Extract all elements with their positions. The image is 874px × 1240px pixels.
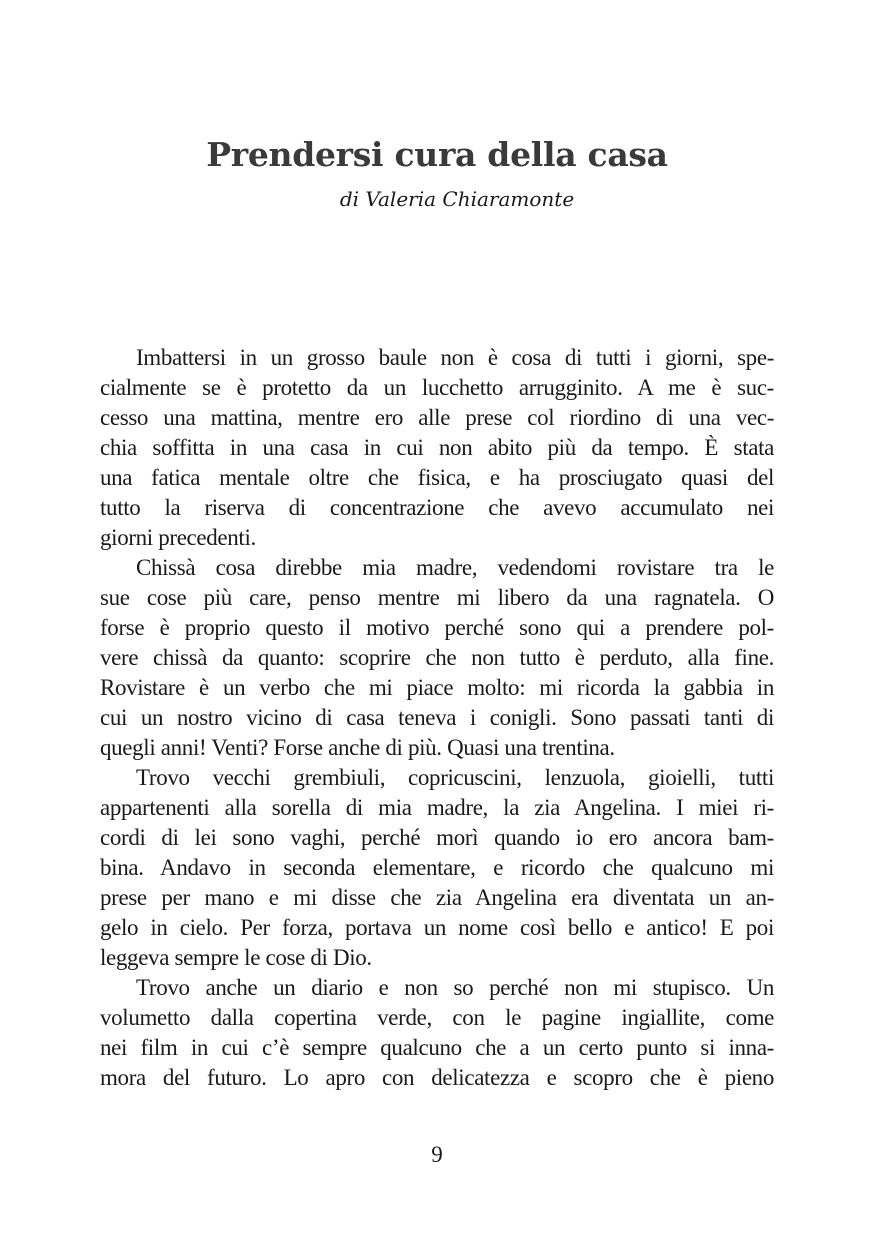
text-line: cesso una mattina, mentre ero alle prese col riordino di una vec-	[100, 405, 774, 430]
text-line: tutto la riserva di concentrazione che avevo accumulato nei	[100, 495, 774, 520]
text-line: vere chissà da quanto: scoprire che non tutto è perduto, alla fine.	[100, 645, 774, 670]
text-line: Trovo vecchi grembiuli, copricuscini, lenzuola, gioielli, tutti	[136, 765, 774, 790]
text-line: Rovistare è un verbo che mi piace molto: mi ricorda la gabbia in	[100, 675, 774, 700]
body-text	[100, 343, 774, 1093]
text-line: chia soffitta in una casa in cui non abito più da tempo. È stata	[100, 435, 774, 460]
text-line: cialmente se è protetto da un lucchetto arrugginito. A me è suc-	[100, 375, 774, 400]
text-line: sue cose più care, penso mentre mi libero da una ragnatela. O	[100, 585, 774, 610]
text-line: nei film in cui c’è sempre qualcuno che a un certo punto si inna-	[100, 1035, 774, 1060]
text-line: leggeva sempre le cose di Dio.	[100, 945, 372, 970]
text-line: Imbattersi in un grosso baule non è cosa di tutti i giorni, spe-	[136, 345, 774, 370]
page-title: Prendersi cura della casa	[206, 135, 668, 174]
text-line: prese per mano e mi disse che zia Angelina era diventata un an-	[100, 885, 774, 910]
text-line: cordi di lei sono vaghi, perché morì quando io ero ancora bam-	[100, 825, 774, 850]
text-line: mora del futuro. Lo apro con delicatezza e scopro che è pieno	[100, 1065, 774, 1090]
text-line: giorni precedenti.	[100, 525, 256, 550]
text-line: quegli anni! Venti? Forse anche di più. Quasi una trentina.	[100, 735, 615, 760]
page-number: 9	[431, 1142, 443, 1167]
author-byline: di Valeria Chiaramonte	[339, 187, 575, 211]
text-line: cui un nostro vicino di casa teneva i conigli. Sono passati tanti di	[100, 705, 774, 730]
text-line: gelo in cielo. Per forza, portava un nome così bello e antico! E poi	[100, 915, 774, 940]
text-line: forse è proprio questo il motivo perché sono qui a prendere pol-	[100, 615, 774, 640]
text-line: appartenenti alla sorella di mia madre, la zia Angelina. I miei ri-	[100, 795, 774, 820]
text-line: bina. Andavo in seconda elementare, e ricordo che qualcuno mi	[100, 855, 774, 880]
text-line: una fatica mentale oltre che fisica, e ha prosciugato quasi del	[100, 465, 774, 490]
text-line: Trovo anche un diario e non so perché non mi stupisco. Un	[136, 975, 774, 1000]
text-line: volumetto dalla copertina verde, con le pagine ingiallite, come	[100, 1005, 774, 1030]
text-line: Chissà cosa direbbe mia madre, vedendomi rovistare tra le	[136, 555, 774, 580]
